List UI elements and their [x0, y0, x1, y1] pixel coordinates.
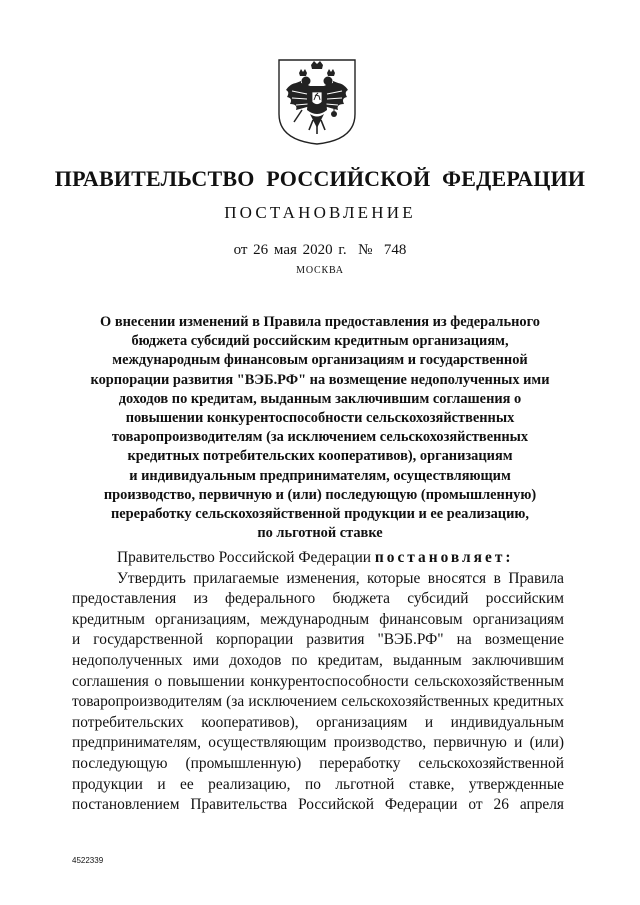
subject-line: товаропроизводителям (за исключением сельскохозяйственных [111, 429, 529, 446]
subject-line: доходов по кредитам, выданным заключившим соглашения о [118, 390, 522, 407]
subject-line: О внесении изменений в Правила предоставления из федерального [100, 314, 540, 330]
body-line: соглашения о повышении конкурентоспособности сельскохозяйственным [72, 672, 564, 690]
document-subject [70, 313, 570, 543]
document-body [72, 548, 564, 816]
body-line: предоставления из федерального бюджета субсидий российским [72, 590, 564, 608]
subject-line: и индивидуальным предпринимателям, осуществляющим [129, 467, 511, 484]
body-line: последующую (промышленную) переработку сельскохозяйственной [72, 754, 564, 772]
document-date-number: от 26 мая 2020 г. № 748 [233, 242, 407, 258]
body-intro [72, 548, 564, 569]
body-line: недополученных ими доходов по кредитам, выданным заключившим [72, 651, 564, 669]
body-line: постановлением Правительства Российской Федерации от 26 апреля [72, 796, 564, 814]
russian-coat-of-arms-icon [272, 56, 362, 146]
subject-line: по льготной ставке [257, 525, 383, 542]
government-title: ПРАВИТЕЛЬСТВО РОССИЙСКОЙ ФЕДЕРАЦИИ [54, 166, 586, 191]
body-line: и государственной корпорации развития "ВЭБ.РФ" на возмещение [72, 631, 564, 649]
body-line: потребительских кооперативов), организациям и индивидуальным [72, 713, 564, 731]
body-line: продукции и ее реализацию, по льготной ставке, утвержденные [72, 775, 564, 793]
document-city: МОСКВА [296, 265, 344, 276]
document-type: ПОСТАНОВЛЕНИЕ [224, 203, 416, 222]
body-line: товаропроизводителям (за исключением сельскохозяйственных кредитных [72, 693, 564, 711]
body-line: Утвердить прилагаемые изменения, которые вносятся в Правила [117, 569, 564, 587]
subject-line: повышении конкурентоспособности сельскохозяйственных [125, 410, 515, 427]
subject-line: переработку сельскохозяйственной продукции и ее реализацию, [111, 506, 529, 523]
subject-line: корпорации развития "ВЭБ.РФ" на возмещение недополученных ими [90, 371, 550, 388]
body-line: кредитным организациям, международным финансовым организациям [72, 610, 564, 628]
subject-line: международным финансовым организациям и государственной [112, 352, 528, 369]
document-id: 4522339 [72, 856, 104, 865]
subject-line: бюджета субсидий российским кредитным организациям, [131, 333, 509, 350]
subject-line: кредитных потребительских кооперативов), организациям [127, 448, 513, 465]
intro-prefix: Правительство Российской Федерации [117, 549, 372, 566]
subject-line: производство, первичную и (или) последующую (промышленную) [103, 486, 537, 503]
intro-resolves: постановляет: [374, 549, 514, 566]
body-line: предпринимателям, осуществляющим производство, первичную и (или) [72, 734, 564, 752]
